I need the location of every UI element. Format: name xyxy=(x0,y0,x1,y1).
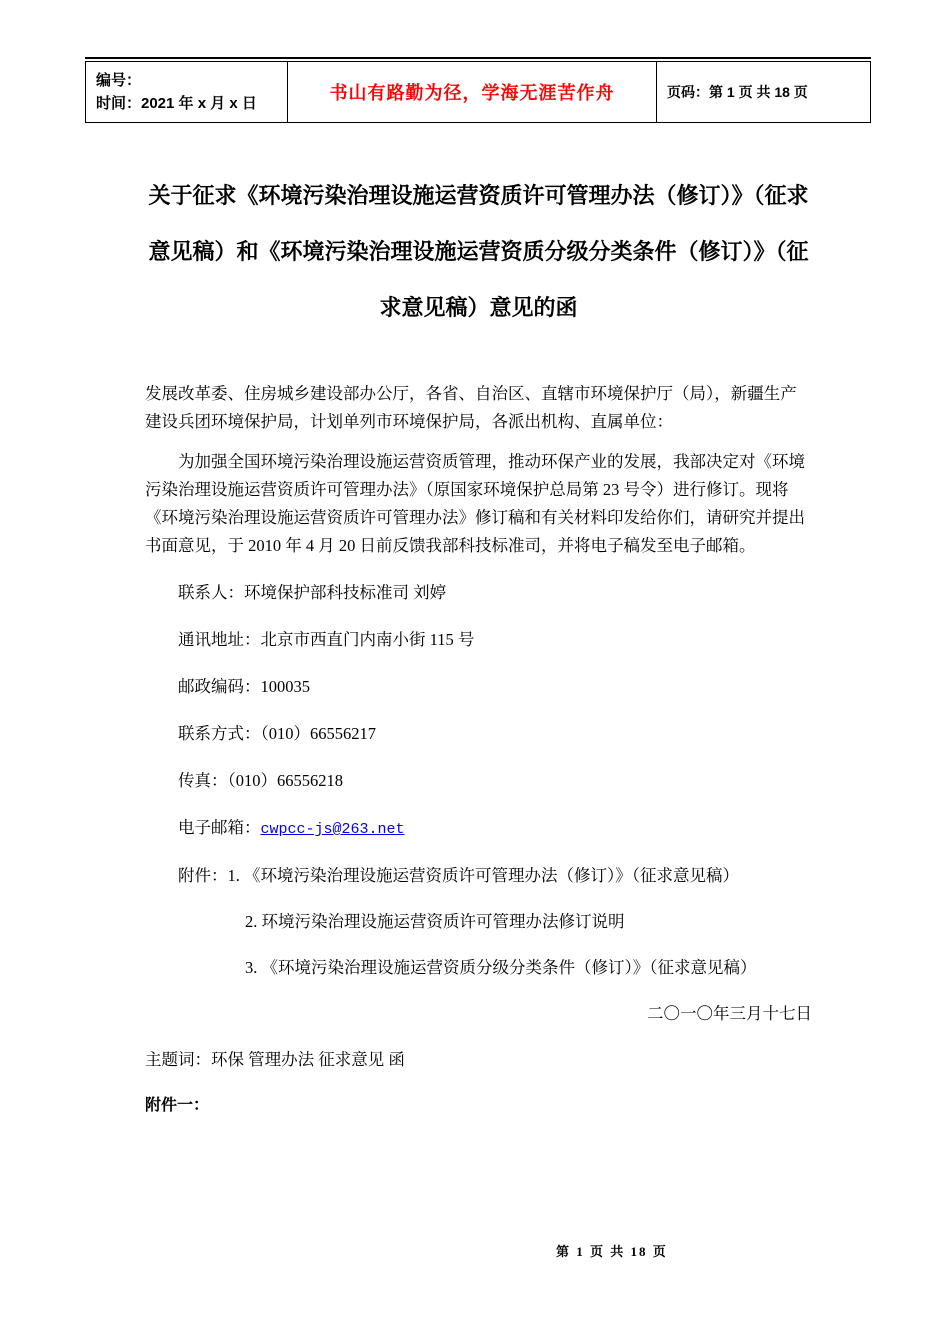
document-body xyxy=(145,168,812,1120)
contact-person-line: 联系人：环境保护部科技标准司 刘婷 xyxy=(178,583,447,602)
attachment-item-2: 2. 环境污染治理设施运营资质许可管理办法修订说明 xyxy=(245,912,625,931)
doc-time-label: 时间：2021 年 x 月 x 日 xyxy=(96,95,257,112)
fax-line: 传真：（010）66556218 xyxy=(178,771,343,790)
header-motto: 书山有路勤为径，学海无涯苦作舟 xyxy=(288,62,657,122)
header-meta-cell xyxy=(86,62,288,122)
recipients-paragraph: 发展改革委、住房城乡建设部办公厅，各省、自治区、直辖市环境保护厅（局），新疆生产建设兵团环境保护局，计划单列市环境保护局，各派出机构、直属单位： xyxy=(145,384,797,431)
signature-date: 二〇一〇年三月十七日 xyxy=(647,1004,812,1023)
attachment-item-3: 3. 《环境污染治理设施运营资质分级分类条件（修订）》（征求意见稿） xyxy=(245,958,757,977)
email-link[interactable]: cwpcc-js@263.net xyxy=(260,821,405,838)
phone-line: 联系方式：（010）66556217 xyxy=(178,724,376,743)
email-line xyxy=(145,814,812,844)
attachment-one-heading: 附件一： xyxy=(145,1097,210,1114)
page-header xyxy=(85,57,871,123)
address-line: 通讯地址：北京市西直门内南小街 115 号 xyxy=(178,630,475,649)
footer-page-number: 第 1 页 共 18 页 xyxy=(556,1244,668,1259)
doc-number-label: 编号： xyxy=(96,72,142,89)
attachment-item-1: 附件：1. 《环境污染治理设施运营资质许可管理办法（修订）》（征求意见稿） xyxy=(178,866,739,885)
body-paragraph: 为加强全国环境污染治理设施运营资质管理，推动环保产业的发展，我部决定对《环境污染治理设施运营资质许可管理办法》（原国家环境保护总局第 23 号令）进行修订。现将《环境污染治理设施运营资质许可管理办法》修订稿和有关材料印发给你们，请研究并提出书面意见，于 2010 年 4 月 20 日前反馈我部科技标准司，并将电子稿发至电子邮箱。 xyxy=(145,452,805,555)
subject-keywords-line: 主题词：环保 管理办法 征求意见 函 xyxy=(145,1050,405,1069)
document-title: 关于征求《环境污染治理设施运营资质许可管理办法（修订）》（征求意见稿）和《环境污染治理设施运营资质分级分类条件（修订）》（征求意见稿）意见的函 xyxy=(148,183,809,320)
email-label: 电子邮箱： xyxy=(178,818,261,837)
postal-code-line: 邮政编码：100035 xyxy=(178,677,310,696)
header-table xyxy=(85,61,871,123)
header-page-info: 页码：第 1 页 共 18 页 xyxy=(667,84,808,100)
